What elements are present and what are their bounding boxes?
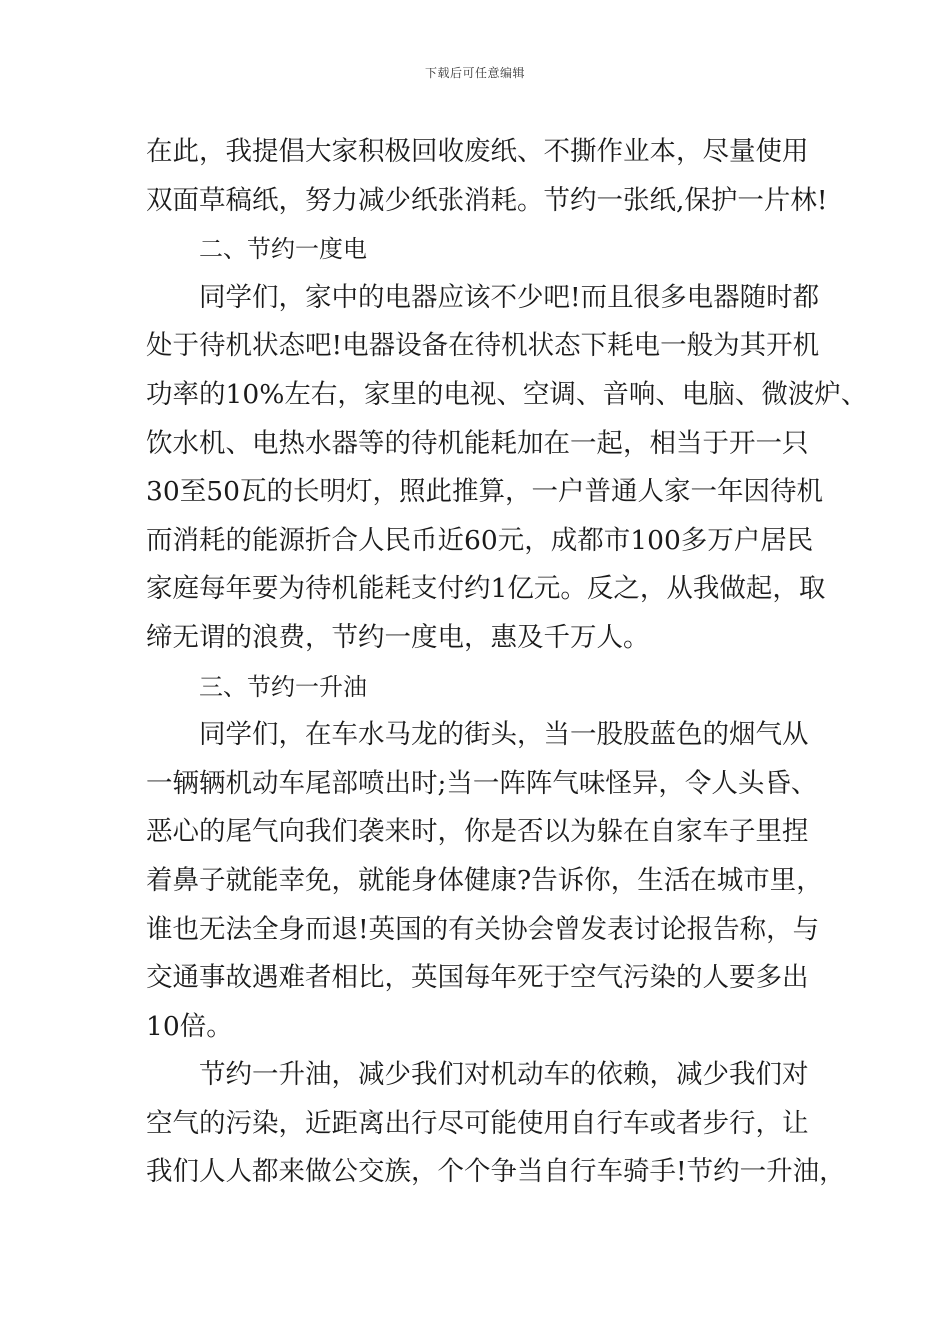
text-line: 着鼻子就能幸免，就能身体健康?告诉你，生活在城市里， (146, 864, 823, 896)
text-line: 双面草稿纸，努力减少纸张消耗。节约一张纸,保护一片林! (146, 184, 828, 216)
text-line: 一辆辆机动车尾部喷出时;当一阵阵气味怪异，令人头昏、 (146, 767, 818, 799)
text-line: 饮水机、电热水器等的待机能耗加在一起，相当于开一只 (146, 427, 809, 459)
text-line: 家庭每年要为待机能耗支付约1亿元。反之，从我做起，取 (146, 573, 826, 605)
section-heading: 三、节约一升油 (199, 672, 367, 701)
text-line: 我们人人都来做公交族，个个争当自行车骑手!节约一升油， (146, 1156, 846, 1188)
text-line: 而消耗的能源折合人民币近60元，成都市100多万户居民 (146, 524, 814, 556)
paragraph-first-line: 同学们，在车水马龙的街头，当一股股蓝色的烟气从 (199, 719, 809, 751)
section-heading: 二、节约一度电 (199, 235, 367, 264)
paragraph-first-line: 同学们，家中的电器应该不少吧!而且很多电器随时都 (199, 281, 820, 313)
text-line: 处于待机状态吧!电器设备在待机状态下耗电一般为其开机 (146, 330, 820, 362)
text-line: 恶心的尾气向我们袭来时，你是否以为躲在自家车子里捏 (146, 816, 809, 848)
paragraph-first-line: 节约一升油，减少我们对机动车的依赖，减少我们对 (199, 1059, 809, 1091)
text-line: 谁也无法全身而退!英国的有关协会曾发表讨论报告称，与 (146, 913, 820, 945)
page-header: 下载后可任意编辑 (424, 66, 525, 80)
text-line: 功率的10%左右，家里的电视、空调、音响、电脑、微波炉、 (146, 378, 868, 410)
text-line: 交通事故遇难者相比，英国每年死于空气污染的人要多出 (146, 962, 809, 994)
text-line: 在此，我提倡大家积极回收废纸、不撕作业本，尽量使用 (146, 136, 809, 167)
text-line: 空气的污染，近距离出行尽可能使用自行车或者步行，让 (146, 1107, 809, 1139)
body-text (146, 128, 868, 1197)
text-line: 30至50瓦的长明灯，照此推算，一户普通人家一年因待机 (146, 476, 823, 508)
text-line: 10倍。 (146, 1010, 233, 1042)
text-line: 缔无谓的浪费，节约一度电，惠及千万人。 (146, 621, 650, 653)
